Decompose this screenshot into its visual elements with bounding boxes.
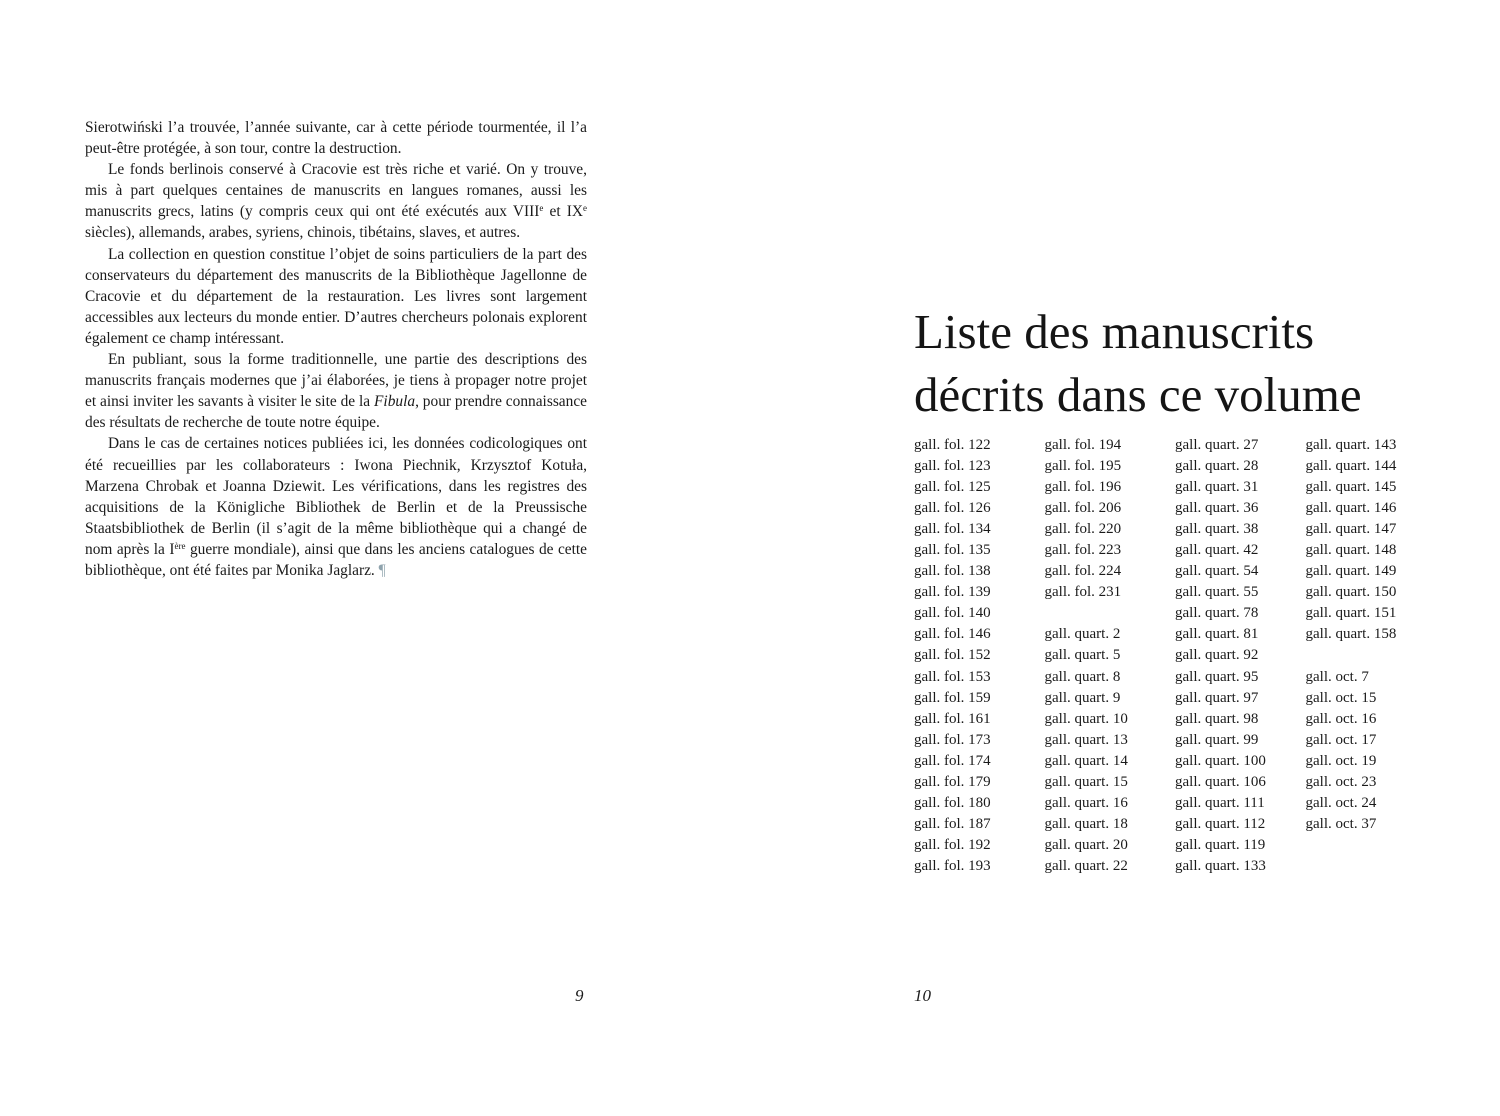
- list-item: gall. quart. 144: [1305, 458, 1397, 475]
- list-item: gall. quart. 36: [1175, 500, 1259, 517]
- paragraph: [85, 159, 587, 243]
- paragraph: [85, 244, 587, 349]
- paragraph: [85, 117, 587, 159]
- paragraph: [85, 349, 587, 433]
- list-item: gall. quart. 18: [1044, 815, 1128, 832]
- list-column: [1045, 435, 1176, 877]
- list-item: gall. quart. 151: [1305, 605, 1397, 622]
- list-item: gall. fol. 123: [914, 458, 991, 475]
- list-item: gall. fol. 138: [914, 563, 991, 580]
- list-item: gall. quart. 22: [1044, 857, 1128, 874]
- list-item: gall. quart. 143: [1305, 437, 1397, 453]
- paragraph-text: Le fonds berlinois conservé à Cracovie est très riche et varié. On y trouve, mis à part quelques centaines de manuscrits en langues romanes, aussi les manuscrits grecs, latins (y compris ceux qui ont été exécutés aux VIII: [85, 161, 587, 221]
- list-column: [1306, 435, 1437, 877]
- list-item: gall. fol. 179: [914, 773, 991, 790]
- title-line: décrits dans ce volume: [914, 367, 1362, 422]
- list-item: gall. quart. 20: [1044, 836, 1128, 853]
- list-item: gall. quart. 158: [1305, 626, 1397, 643]
- list-item: gall. quart. 54: [1175, 563, 1259, 580]
- list-item: gall. oct. 37: [1305, 815, 1377, 832]
- list-item: gall. quart. 98: [1175, 710, 1259, 727]
- list-item: gall. fol. 174: [914, 752, 991, 769]
- paragraph-text: Dans le cas de certaines notices publiées ici, les données codicologiques ont été recueillies par les collaborateurs : Iwona Piechnik, Krzysztof Kotuła, Marzena Chrobak et Joanna Dziewit. Les vérifications, dans les registres des acquisitions de la Königliche Bibliothek de Berlin et de la Preussische Staatsbibliothek de Berlin (il s’agit de la même bibliothèque qui a changé de nom après la I: [85, 435, 587, 558]
- list-item: gall. quart. 95: [1175, 668, 1259, 685]
- list-item: gall. fol. 192: [914, 836, 991, 853]
- list-item: gall. fol. 159: [914, 689, 991, 706]
- list-item: gall. fol. 223: [1044, 542, 1122, 559]
- list-item: gall. fol. 122: [914, 437, 991, 453]
- list-item: gall. quart. 149: [1305, 563, 1397, 580]
- list-item: gall. fol. 126: [914, 500, 991, 517]
- page-title: [914, 300, 1474, 426]
- superscript: ère: [174, 540, 186, 551]
- list-item: gall. oct. 15: [1305, 689, 1377, 706]
- right-page: [750, 0, 1500, 1116]
- list-item: gall. quart. 5: [1044, 647, 1121, 664]
- list-item: gall. quart. 99: [1175, 731, 1259, 748]
- list-item: gall. quart. 97: [1175, 689, 1259, 706]
- list-item: gall. fol. 161: [914, 710, 991, 727]
- paragraph-text: En publiant, sous la forme traditionnelle, une partie des descriptions des manuscrits français modernes que j’ai élaborées, je tiens à propager notre projet et ainsi inviter les savants à visiter le site de la: [85, 351, 587, 411]
- list-item: gall. fol. 194: [1044, 437, 1122, 453]
- list-item: gall. oct. 17: [1305, 731, 1377, 748]
- list-item: gall. fol. 125: [914, 479, 991, 496]
- list-item: gall. quart. 42: [1175, 542, 1259, 559]
- list-item: gall. fol. 224: [1044, 563, 1122, 580]
- list-item: gall. quart. 150: [1305, 584, 1397, 601]
- list-item: gall. quart. 100: [1175, 752, 1266, 769]
- list-item: gall. fol. 193: [914, 857, 991, 874]
- list-item: gall. fol. 146: [914, 626, 991, 643]
- list-item: gall. quart. 38: [1175, 521, 1259, 538]
- paragraph-text: , pour prendre connaissance des résultats de recherche de toute notre équipe.: [85, 393, 587, 432]
- superscript: e: [583, 203, 588, 214]
- list-item: gall. quart. 55: [1175, 584, 1259, 601]
- italic-term: Fibula: [374, 393, 416, 411]
- list-item: gall. fol. 135: [914, 542, 991, 559]
- list-item: gall. quart. 92: [1175, 647, 1259, 664]
- paragraph: [85, 433, 587, 581]
- list-item: gall. quart. 16: [1044, 794, 1128, 811]
- list-item: gall. quart. 15: [1044, 773, 1128, 790]
- list-item: gall. quart. 8: [1044, 668, 1121, 685]
- list-item: gall. fol. 173: [914, 731, 991, 748]
- list-item: gall. quart. 2: [1044, 626, 1121, 643]
- list-item: gall. fol. 220: [1044, 521, 1122, 538]
- list-item: gall. fol. 134: [914, 521, 991, 538]
- list-spacer: [1045, 603, 1176, 624]
- list-spacer: [1306, 645, 1437, 666]
- list-item: gall. quart. 106: [1175, 773, 1266, 790]
- list-item: gall. quart. 9: [1044, 689, 1121, 706]
- list-item: gall. oct. 23: [1305, 773, 1377, 790]
- list-item: gall. fol. 153: [914, 668, 991, 685]
- list-item: gall. quart. 78: [1175, 605, 1259, 622]
- list-item: gall. oct. 24: [1305, 794, 1377, 811]
- pilcrow-icon: ¶: [378, 561, 386, 579]
- list-item: gall. quart. 112: [1175, 815, 1266, 832]
- list-item: gall. quart. 146: [1305, 500, 1397, 517]
- list-item: gall. quart. 133: [1175, 857, 1266, 874]
- list-item: gall. quart. 14: [1044, 752, 1128, 769]
- list-item: gall. quart. 27: [1175, 437, 1259, 453]
- paragraph-text: guerre mondiale), ainsi que dans les anciens catalogues de cette bibliothèque, ont été faites par Monika Jaglarz.: [85, 540, 588, 579]
- list-item: gall. fol. 206: [1044, 500, 1122, 517]
- list-item: gall. fol. 187: [914, 815, 991, 832]
- list-column: [1175, 435, 1306, 877]
- list-item: gall. quart. 10: [1044, 710, 1128, 727]
- title-line: Liste des manuscrits: [914, 304, 1315, 359]
- list-item: gall. fol. 180: [914, 794, 991, 811]
- list-item: gall. oct. 16: [1305, 710, 1377, 727]
- list-item: gall. fol. 140: [914, 605, 991, 622]
- list-item: gall. quart. 31: [1175, 479, 1259, 496]
- list-item: gall. quart. 145: [1305, 479, 1397, 496]
- list-item: gall. fol. 195: [1044, 458, 1122, 475]
- list-item: gall. fol. 231: [1044, 584, 1122, 601]
- body-text: [85, 117, 587, 581]
- list-item: gall. fol. 152: [914, 647, 991, 664]
- paragraph-text: La collection en question constitue l’objet de soins particuliers de la part des conservateurs du département des manuscrits de la Bibliothèque Jagellonne de Cracovie et du département de la restauration. Les livres sont largement accessibles aux lecteurs du monde entier. D’autres chercheurs polonais explorent également ce champ intéressant.: [85, 245, 587, 347]
- manuscript-list: [914, 435, 1436, 877]
- list-item: gall. fol. 139: [914, 584, 991, 601]
- list-item: gall. oct. 7: [1305, 668, 1369, 685]
- list-item: gall. quart. 81: [1175, 626, 1259, 643]
- paragraph-text: siècles), allemands, arabes, syriens, chinois, tibétains, slaves, et autres.: [85, 224, 521, 242]
- list-item: gall. quart. 148: [1305, 542, 1397, 559]
- page-number: 9: [575, 986, 584, 1005]
- list-item: gall. quart. 111: [1175, 794, 1265, 811]
- superscript: e: [539, 203, 544, 214]
- list-column: [914, 435, 1045, 877]
- paragraph-text: et IX: [543, 203, 584, 221]
- paragraph-text: Sierotwiński l’a trouvée, l’année suivante, car à cette période tourmentée, il l’a peut-être protégée, à son tour, contre la destruction.: [85, 119, 587, 158]
- list-item: gall. quart. 147: [1305, 521, 1397, 538]
- list-item: gall. fol. 196: [1044, 479, 1122, 496]
- page-number: 10: [914, 986, 931, 1005]
- list-item: gall. quart. 28: [1175, 458, 1259, 475]
- list-item: gall. quart. 119: [1175, 836, 1266, 853]
- list-item: gall. oct. 19: [1305, 752, 1377, 769]
- list-item: gall. quart. 13: [1044, 731, 1128, 748]
